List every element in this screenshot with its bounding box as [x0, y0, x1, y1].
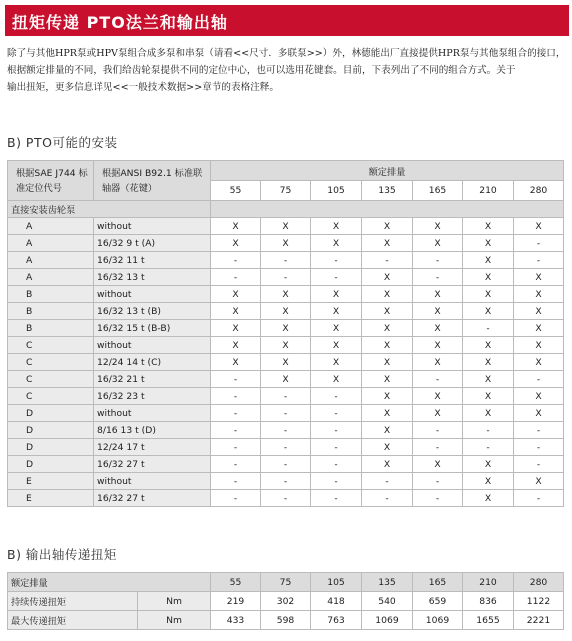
availability-cell: -	[261, 490, 311, 507]
torque-table	[7, 572, 564, 630]
availability-cell: X	[362, 303, 413, 320]
page-header	[5, 5, 569, 36]
table-row	[8, 320, 564, 337]
coupling-cell: without	[94, 286, 211, 303]
coupling-cell: without	[94, 337, 211, 354]
table-row	[8, 371, 564, 388]
table-row	[8, 439, 564, 456]
torque-value-cell: 418	[311, 592, 362, 611]
torque-value-cell: 659	[413, 592, 463, 611]
sae-code-cell: D	[8, 439, 94, 456]
availability-cell: -	[413, 473, 463, 490]
coupling-cell: 8/16 13 t (D)	[94, 422, 211, 439]
intro-line: 输出扭矩，更多信息详见<<一般技术数据>>章节的表格注释。	[7, 82, 279, 93]
availability-cell: -	[211, 388, 261, 405]
torque-value-cell: 763	[311, 611, 362, 630]
availability-cell: -	[514, 371, 564, 388]
availability-cell: -	[261, 269, 311, 286]
sae-code-cell: C	[8, 354, 94, 371]
availability-cell: -	[463, 422, 514, 439]
availability-cell: X	[413, 405, 463, 422]
availability-cell: -	[311, 473, 362, 490]
sae-code-cell: D	[8, 405, 94, 422]
coupling-cell: 16/32 13 t	[94, 269, 211, 286]
availability-cell: -	[514, 456, 564, 473]
coupling-cell: without	[94, 405, 211, 422]
availability-cell: X	[261, 303, 311, 320]
availability-cell: X	[362, 235, 413, 252]
availability-cell: -	[261, 252, 311, 269]
availability-cell: X	[413, 337, 463, 354]
unit-cell: Nm	[138, 592, 211, 611]
availability-cell: X	[261, 320, 311, 337]
availability-cell: X	[514, 320, 564, 337]
availability-cell: -	[514, 422, 564, 439]
availability-cell: X	[261, 337, 311, 354]
availability-cell: X	[463, 456, 514, 473]
availability-cell: X	[261, 218, 311, 235]
availability-cell: -	[211, 439, 261, 456]
table-row	[8, 269, 564, 286]
table-row	[8, 354, 564, 371]
availability-cell: -	[413, 269, 463, 286]
availability-cell: -	[211, 456, 261, 473]
availability-cell: X	[261, 354, 311, 371]
sae-code-cell: A	[8, 235, 94, 252]
size-header: 210	[463, 181, 514, 201]
torque-value-cell: 1069	[362, 611, 413, 630]
table-row	[8, 456, 564, 473]
availability-cell: X	[413, 303, 463, 320]
availability-cell: X	[362, 218, 413, 235]
header-rated-displacement: 额定排量	[211, 161, 564, 181]
availability-cell: X	[362, 269, 413, 286]
availability-cell: -	[311, 490, 362, 507]
table-row	[8, 490, 564, 507]
availability-cell: X	[261, 235, 311, 252]
availability-cell: -	[311, 269, 362, 286]
availability-cell: -	[211, 252, 261, 269]
availability-cell: X	[362, 371, 413, 388]
table-row	[8, 235, 564, 252]
torque-size-header: 165	[413, 573, 463, 592]
size-header: 75	[261, 181, 311, 201]
availability-cell: X	[311, 354, 362, 371]
torque-value-cell: 433	[211, 611, 261, 630]
availability-cell: X	[514, 303, 564, 320]
availability-cell: -	[211, 473, 261, 490]
availability-cell: -	[311, 456, 362, 473]
availability-cell: X	[413, 320, 463, 337]
availability-cell: -	[261, 473, 311, 490]
table-row	[8, 252, 564, 269]
availability-cell: X	[413, 388, 463, 405]
sae-code-cell: B	[8, 303, 94, 320]
availability-cell: X	[211, 337, 261, 354]
availability-cell: X	[514, 388, 564, 405]
torque-value-cell: 1655	[463, 611, 514, 630]
availability-cell: X	[211, 320, 261, 337]
availability-cell: -	[413, 252, 463, 269]
section-row-label: 直接安装齿轮泵	[8, 201, 211, 218]
availability-cell: X	[463, 252, 514, 269]
torque-size-header: 210	[463, 573, 514, 592]
availability-cell: X	[463, 235, 514, 252]
availability-cell: X	[211, 235, 261, 252]
coupling-cell: 12/24 14 t (C)	[94, 354, 211, 371]
availability-cell: -	[413, 422, 463, 439]
torque-label-cell: 最大传递扭矩	[8, 611, 138, 630]
availability-cell: -	[211, 371, 261, 388]
availability-cell: X	[463, 371, 514, 388]
availability-cell: X	[463, 473, 514, 490]
availability-cell: -	[261, 456, 311, 473]
availability-cell: X	[362, 354, 413, 371]
torque-label-cell: 持续传递扭矩	[8, 592, 138, 611]
torque-size-header: 75	[261, 573, 311, 592]
availability-cell: X	[463, 354, 514, 371]
sae-code-cell: D	[8, 456, 94, 473]
torque-value-cell: 540	[362, 592, 413, 611]
table-row	[8, 611, 564, 630]
section-row-fill	[211, 201, 564, 218]
availability-cell: X	[463, 337, 514, 354]
unit-cell: Nm	[138, 611, 211, 630]
availability-cell: -	[362, 473, 413, 490]
availability-cell: -	[211, 269, 261, 286]
table-row	[8, 405, 564, 422]
coupling-cell: 16/32 21 t	[94, 371, 211, 388]
availability-cell: X	[413, 456, 463, 473]
header-sae-code: 根据SAE J744 标准定位代号	[8, 161, 94, 201]
coupling-cell: 16/32 15 t (B-B)	[94, 320, 211, 337]
size-header: 105	[311, 181, 362, 201]
availability-cell: -	[362, 252, 413, 269]
coupling-cell: 16/32 27 t	[94, 456, 211, 473]
availability-cell: X	[413, 235, 463, 252]
availability-cell: -	[261, 439, 311, 456]
availability-cell: X	[413, 286, 463, 303]
size-header: 280	[514, 181, 564, 201]
availability-cell: X	[463, 286, 514, 303]
availability-cell: -	[311, 252, 362, 269]
torque-value-cell: 219	[211, 592, 261, 611]
coupling-cell: 16/32 23 t	[94, 388, 211, 405]
coupling-cell: 12/24 17 t	[94, 439, 211, 456]
availability-cell: -	[211, 490, 261, 507]
section-title-pto: B) PTO可能的安装	[7, 135, 118, 150]
availability-cell: X	[311, 235, 362, 252]
availability-cell: -	[362, 490, 413, 507]
table-row	[8, 218, 564, 235]
availability-cell: -	[311, 405, 362, 422]
size-header: 165	[413, 181, 463, 201]
sae-code-cell: C	[8, 337, 94, 354]
coupling-cell: without	[94, 473, 211, 490]
table-row	[8, 592, 564, 611]
sae-code-cell: D	[8, 422, 94, 439]
availability-cell: X	[463, 490, 514, 507]
torque-size-header: 280	[514, 573, 564, 592]
torque-size-header: 105	[311, 573, 362, 592]
torque-size-header: 55	[211, 573, 261, 592]
intro-line: 根据额定排量的不同，我们给齿轮泵提供不同的定位中心，也可以选用花键套。目前，下表列出了不同的组合方式。关于	[7, 65, 516, 76]
torque-size-header: 135	[362, 573, 413, 592]
coupling-cell: without	[94, 218, 211, 235]
availability-cell: X	[463, 388, 514, 405]
availability-cell: X	[211, 286, 261, 303]
availability-cell: X	[311, 337, 362, 354]
availability-cell: -	[413, 371, 463, 388]
size-header: 135	[362, 181, 413, 201]
availability-cell: X	[413, 354, 463, 371]
availability-cell: X	[211, 354, 261, 371]
availability-cell: -	[514, 252, 564, 269]
availability-cell: X	[311, 303, 362, 320]
availability-cell: X	[362, 439, 413, 456]
sae-code-cell: B	[8, 320, 94, 337]
availability-cell: X	[463, 269, 514, 286]
header-ansi-coupling: 根据ANSI B92.1 标准联轴器（花键）	[94, 161, 211, 201]
availability-cell: X	[463, 218, 514, 235]
availability-cell: X	[362, 320, 413, 337]
availability-cell: X	[514, 337, 564, 354]
page-title: 扭矩传递 PTO法兰和输出轴	[12, 13, 228, 32]
availability-cell: -	[514, 490, 564, 507]
table-row	[8, 473, 564, 490]
table-row	[8, 286, 564, 303]
torque-header-label: 额定排量	[8, 573, 211, 592]
availability-cell: -	[311, 439, 362, 456]
coupling-cell: 16/32 27 t	[94, 490, 211, 507]
availability-cell: X	[514, 286, 564, 303]
availability-cell: -	[463, 439, 514, 456]
availability-cell: X	[211, 218, 261, 235]
availability-cell: X	[211, 303, 261, 320]
availability-cell: -	[211, 422, 261, 439]
availability-cell: X	[311, 218, 362, 235]
table-row	[8, 303, 564, 320]
sae-code-cell: B	[8, 286, 94, 303]
availability-cell: -	[514, 439, 564, 456]
table-row	[8, 388, 564, 405]
torque-value-cell: 1122	[514, 592, 564, 611]
availability-cell: -	[311, 388, 362, 405]
availability-cell: X	[362, 388, 413, 405]
availability-cell: -	[211, 405, 261, 422]
intro-paragraph	[7, 45, 567, 96]
availability-cell: -	[413, 439, 463, 456]
sae-code-cell: E	[8, 490, 94, 507]
torque-value-cell: 1069	[413, 611, 463, 630]
availability-cell: -	[261, 422, 311, 439]
availability-cell: X	[311, 286, 362, 303]
coupling-cell: 16/32 13 t (B)	[94, 303, 211, 320]
sae-code-cell: A	[8, 252, 94, 269]
availability-cell: X	[362, 456, 413, 473]
size-header: 55	[211, 181, 261, 201]
availability-cell: X	[514, 269, 564, 286]
availability-cell: X	[311, 371, 362, 388]
availability-cell: -	[311, 422, 362, 439]
availability-cell: -	[514, 235, 564, 252]
intro-line: 除了与其他HPR泵或HPV泵组合成多泵和串泵（请看<<尺寸．多联泵>>）外，林德能出厂直接提供HPR泵与其他泵组合的接口，	[7, 48, 566, 59]
availability-cell: X	[261, 371, 311, 388]
availability-cell: -	[261, 405, 311, 422]
torque-value-cell: 836	[463, 592, 514, 611]
availability-cell: -	[463, 320, 514, 337]
torque-value-cell: 2221	[514, 611, 564, 630]
pto-mount-table	[7, 160, 564, 507]
availability-cell: X	[463, 303, 514, 320]
section-title-torque: B) 输出轴传递扭矩	[7, 547, 117, 562]
sae-code-cell: A	[8, 218, 94, 235]
availability-cell: X	[311, 320, 362, 337]
table-row	[8, 337, 564, 354]
table-row	[8, 422, 564, 439]
availability-cell: X	[463, 405, 514, 422]
sae-code-cell: A	[8, 269, 94, 286]
availability-cell: -	[261, 388, 311, 405]
availability-cell: X	[413, 218, 463, 235]
availability-cell: X	[514, 218, 564, 235]
availability-cell: X	[362, 422, 413, 439]
sae-code-cell: E	[8, 473, 94, 490]
availability-cell: X	[362, 405, 413, 422]
availability-cell: X	[514, 473, 564, 490]
availability-cell: X	[514, 405, 564, 422]
sae-code-cell: C	[8, 388, 94, 405]
torque-value-cell: 302	[261, 592, 311, 611]
torque-value-cell: 598	[261, 611, 311, 630]
coupling-cell: 16/32 11 t	[94, 252, 211, 269]
availability-cell: X	[514, 354, 564, 371]
availability-cell: X	[362, 286, 413, 303]
sae-code-cell: C	[8, 371, 94, 388]
availability-cell: X	[362, 337, 413, 354]
availability-cell: X	[261, 286, 311, 303]
availability-cell: -	[413, 490, 463, 507]
coupling-cell: 16/32 9 t (A)	[94, 235, 211, 252]
